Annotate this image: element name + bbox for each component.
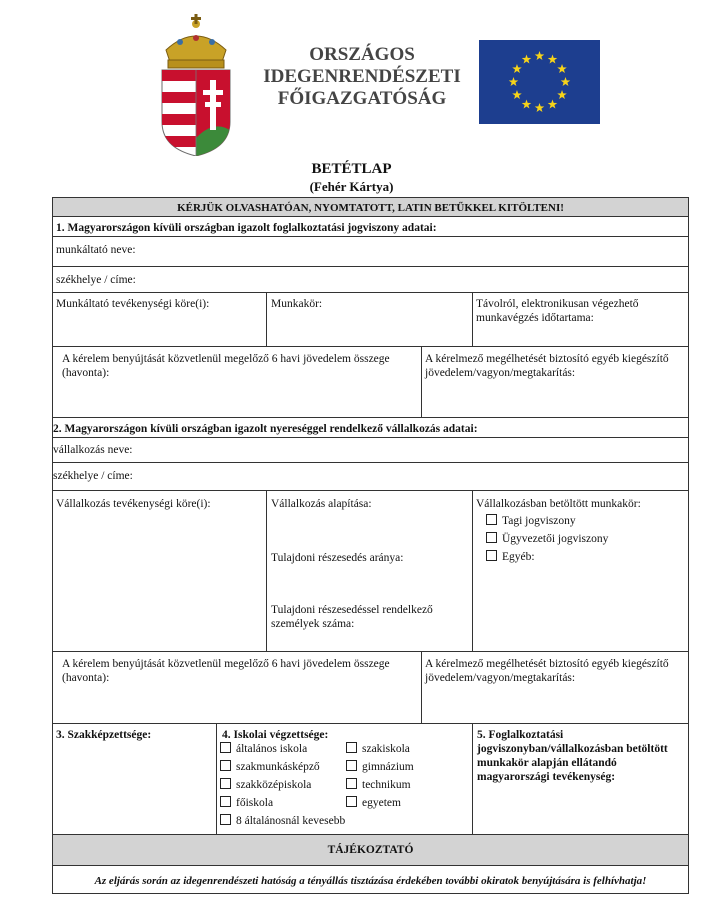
eu-star-icon — [548, 100, 558, 109]
edu-option[interactable]: szakközépiskola — [220, 778, 311, 792]
section1-heading: 1. Magyarországon kívüli országban igazolt foglalkoztatási jogviszony adatai: — [56, 222, 437, 234]
company-income-field[interactable]: A kérelem benyújtását közvetlenül megelőző 6 havi jövedelem összege (havonta): — [62, 658, 390, 684]
role-option-executive[interactable]: Ügyvezetői jogviszony — [486, 532, 608, 546]
eu-star-icon — [561, 77, 571, 86]
company-founded-field[interactable]: Vállalkozás alapítása: — [271, 498, 372, 510]
eu-star-icon — [548, 54, 558, 63]
eu-star-icon — [522, 54, 532, 63]
ownership-ratio-field[interactable]: Tulajdoni részesedés aránya: — [271, 552, 404, 564]
eu-star-icon — [557, 64, 567, 73]
checkbox[interactable] — [220, 796, 231, 807]
owners-count-field[interactable]: Tulajdoni részesedéssel rendelkező személyek száma: — [271, 604, 433, 630]
edu-option[interactable]: technikum — [346, 778, 411, 792]
checkbox[interactable] — [486, 532, 497, 543]
checkbox[interactable] — [486, 550, 497, 561]
company-other-income-field[interactable]: A kérelmező megélhetését biztosító egyéb kiegészítő jövedelem/vagyon/megtakarítás: — [425, 658, 669, 684]
agency-name — [262, 44, 462, 110]
agency-line-3: FŐIGAZGATÓSÁG — [277, 88, 447, 109]
role-label: Vállalkozásban betöltött munkakör: — [476, 498, 641, 510]
checkbox[interactable] — [486, 514, 497, 525]
edu-option[interactable]: szakiskola — [346, 742, 410, 756]
edu-option[interactable]: szakmunkásképző — [220, 760, 320, 774]
checkbox[interactable] — [346, 742, 357, 753]
checkbox[interactable] — [346, 778, 357, 789]
other-income-field[interactable]: A kérelmező megélhetését biztosító egyéb kiegészítő jövedelem/vagyon/megtakarítás: — [425, 353, 669, 379]
role-option-other[interactable]: Egyéb: — [486, 550, 535, 564]
eu-star-icon — [522, 100, 532, 109]
eu-star-icon — [512, 64, 522, 73]
employer-name-field[interactable]: munkáltató neve: — [56, 244, 136, 256]
checkbox[interactable] — [346, 796, 357, 807]
edu-option[interactable]: egyetem — [346, 796, 401, 810]
checkbox[interactable] — [220, 760, 231, 771]
info-text: Az eljárás során az idegenrendészeti hatóság a tényállás tisztázása érdekében további okiratok benyújtására is felhívhatja! — [94, 875, 647, 887]
eu-star-icon — [512, 90, 522, 99]
checkbox[interactable] — [220, 778, 231, 789]
job-field[interactable]: Munkakör: — [271, 298, 323, 310]
income-field[interactable]: A kérelem benyújtását közvetlenül megelőző 6 havi jövedelem összege (havonta): — [62, 353, 390, 379]
agency-line-1: ORSZÁGOS — [309, 44, 415, 65]
form-title: BETÉTLAP — [311, 161, 392, 177]
agency-line-2: IDEGENRENDÉSZETI — [263, 66, 461, 87]
remote-duration-field[interactable]: Távolról, elektronikusan végezhető munkavégzés időtartama: — [476, 298, 639, 324]
employer-activity-field[interactable]: Munkáltató tevékenységi köre(i): — [56, 298, 210, 310]
form-subtitle: (Fehér Kártya) — [309, 179, 394, 194]
edu-option[interactable]: főiskola — [220, 796, 273, 810]
company-activity-field[interactable]: Vállalkozás tevékenységi köre(i): — [56, 498, 211, 510]
section2-heading: 2. Magyarországon kívüli országban igazolt nyereséggel rendelkező vállalkozás adatai: — [53, 423, 478, 435]
checkbox[interactable] — [346, 760, 357, 771]
info-heading: TÁJÉKOZTATÓ — [327, 844, 414, 856]
hungarian-coat-of-arms — [158, 10, 234, 156]
role-option-member[interactable]: Tagi jogviszony — [486, 514, 576, 528]
edu-option[interactable]: gimnázium — [346, 760, 414, 774]
company-name-field[interactable]: vállalkozás neve: — [53, 444, 133, 456]
checkbox[interactable] — [220, 814, 231, 825]
edu-option[interactable]: általános iskola — [220, 742, 307, 756]
eu-star-icon — [535, 51, 545, 60]
company-seat-field[interactable]: székhelye / címe: — [53, 470, 133, 482]
divider — [52, 216, 689, 217]
eu-star-icon — [509, 77, 519, 86]
eu-star-icon — [557, 90, 567, 99]
section4-heading: 4. Iskolai végzettsége: — [222, 729, 329, 741]
section5-heading: 5. Foglalkoztatási jogviszonyban/vállalkozásban betöltött munkakör alapján ellátandó magyarországi tevékenység: — [477, 729, 668, 783]
eu-star-icon — [535, 103, 545, 112]
employer-seat-field[interactable]: székhelye / címe: — [56, 274, 136, 286]
section3-heading: 3. Szakképzettsége: — [56, 729, 152, 741]
checkbox[interactable] — [220, 742, 231, 753]
eu-flag-icon — [479, 40, 600, 124]
instruction-text: KÉRJÜK OLVASHATÓAN, NYOMTATOTT, LATIN BETŰKKEL KITÖLTENI! — [177, 202, 564, 214]
edu-option[interactable]: 8 általánosnál kevesebb — [220, 814, 345, 828]
